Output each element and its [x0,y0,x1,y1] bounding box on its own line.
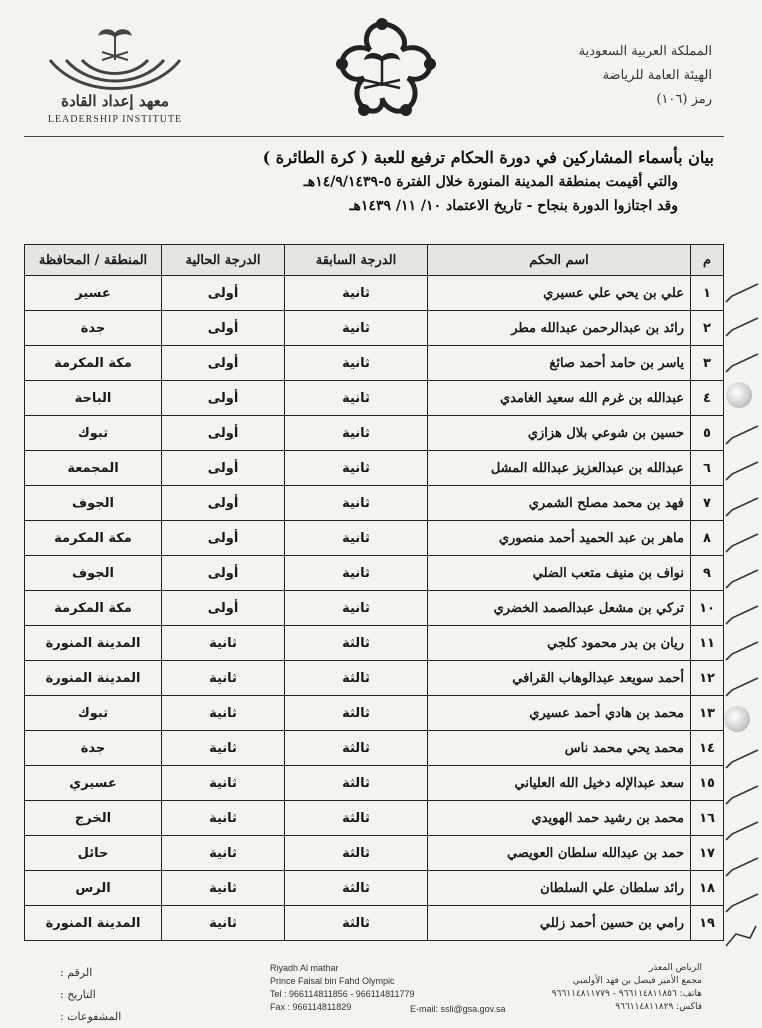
table-row [25,696,724,731]
referee-name: فهد بن محمد مصلح الشمري [428,486,691,521]
region: مكة المكرمة [25,346,162,381]
header-divider [24,136,724,137]
table-row [25,591,724,626]
current-grade: ثانية [162,836,285,871]
authority-emblem-icon [318,14,446,130]
footer-line: Tel : 966114811856 - 966114811779 [270,989,415,999]
row-number: ٣ [691,346,724,381]
previous-grade: ثالثة [285,661,428,696]
current-grade: ثانية [162,906,285,941]
referee-name: رائد بن عبدالرحمن عبدالله مطر [428,311,691,346]
referee-name: حمد بن عبدالله سلطان العويصي [428,836,691,871]
punch-hole [726,382,752,408]
referee-name: محمد يحي محمد ناس [428,731,691,766]
referee-name: ياسر بن حامد أحمد صائغ [428,346,691,381]
current-grade: أولى [162,416,285,451]
table-row [25,381,724,416]
previous-grade: ثانية [285,486,428,521]
row-number: ٦ [691,451,724,486]
table-row [25,906,724,941]
table-row [25,346,724,381]
current-grade: أولى [162,556,285,591]
footer-line: هاتف: ٩٦٦١١٤٨١١٨٥٦ - ٩٦٦١١٤٨١١٧٧٩ [551,989,702,999]
footer-address-english [270,962,430,1014]
row-number: ١٤ [691,731,724,766]
table-row [25,731,724,766]
region: المدينة المنورة [25,626,162,661]
issuer-line: الهيئة العامة للرياضة [602,68,712,83]
row-number: ١٠ [691,591,724,626]
footer-label-number: الرقم : [60,966,93,979]
previous-grade: ثانية [285,556,428,591]
previous-grade: ثانية [285,591,428,626]
issuer-line: المملكة العربية السعودية [578,44,712,59]
table-row [25,486,724,521]
region: الجوف [25,486,162,521]
referee-name: عبدالله بن عبدالعزيز عبدالله المشل [428,451,691,486]
table-row [25,836,724,871]
document-titles [154,146,714,218]
referee-name: رامي بن حسين أحمد زللي [428,906,691,941]
row-number: ٤ [691,381,724,416]
previous-grade: ثالثة [285,696,428,731]
referee-name: علي بن يحي علي عسيري [428,276,691,311]
current-grade: أولى [162,451,285,486]
referee-name: رائد سلطان علي السلطان [428,871,691,906]
header-name: اسم الحكم [428,245,691,276]
referee-name: ماهر بن عبد الحميد أحمد منصوري [428,521,691,556]
row-number: ١ [691,276,724,311]
row-number: ٨ [691,521,724,556]
previous-grade: ثانية [285,521,428,556]
footer-line: Riyadh Al mathar [270,963,339,973]
table-row [25,871,724,906]
footer-reference-labels [60,962,220,1028]
previous-grade: ثالثة [285,906,428,941]
footer-line: مجمع الأمير فيصل بن فهد الأولمبي [572,976,702,986]
current-grade: أولى [162,311,285,346]
header-prev-grade: الدرجة السابقة [285,245,428,276]
previous-grade: ثالثة [285,626,428,661]
check-marks-icon [720,270,762,990]
current-grade: ثانية [162,766,285,801]
region: الجوف [25,556,162,591]
issuer-block [512,40,712,112]
previous-grade: ثانية [285,276,428,311]
punch-hole [724,706,750,732]
region: المجمعة [25,451,162,486]
previous-grade: ثانية [285,416,428,451]
current-grade: ثانية [162,871,285,906]
header-no: م [691,245,724,276]
row-number: ١٩ [691,906,724,941]
region: الباحة [25,381,162,416]
table-row [25,556,724,591]
footer-email: E-mail: ssli@gsa.gov.sa [410,1004,506,1014]
issuer-code: رمز (١٠٦) [656,92,712,107]
previous-grade: ثالثة [285,836,428,871]
row-number: ١١ [691,626,724,661]
table-row [25,521,724,556]
region: حائل [25,836,162,871]
row-number: ١٣ [691,696,724,731]
row-number: ٥ [691,416,724,451]
institute-name-arabic: معهد إعداد القادة [61,92,169,110]
row-number: ٩ [691,556,724,591]
previous-grade: ثانية [285,311,428,346]
referee-name: محمد بن رشيد حمد الهويدي [428,801,691,836]
previous-grade: ثانية [285,346,428,381]
previous-grade: ثالثة [285,871,428,906]
previous-grade: ثالثة [285,801,428,836]
referee-name: عبدالله بن غرم الله سعيد الغامدي [428,381,691,416]
institute-name-english: LEADERSHIP INSTITUTE [47,114,183,125]
referee-name: محمد بن هادي أحمد عسيري [428,696,691,731]
footer-address-arabic [472,962,702,1014]
row-number: ١٦ [691,801,724,836]
table-row [25,276,724,311]
header-current-grade: الدرجة الحالية [162,245,285,276]
table-header-row [25,245,724,276]
table-row [25,416,724,451]
region: جدة [25,731,162,766]
referee-name: أحمد سويعد عبدالوهاب القرافي [428,661,691,696]
current-grade: ثانية [162,731,285,766]
region: تبوك [25,696,162,731]
current-grade: ثانية [162,801,285,836]
current-grade: أولى [162,521,285,556]
region: عسيري [25,766,162,801]
current-grade: ثانية [162,626,285,661]
row-number: ١٨ [691,871,724,906]
referee-name: نواف بن منيف متعب الضلي [428,556,691,591]
referee-name: تركي بن مشعل عبدالصمد الخضري [428,591,691,626]
previous-grade: ثالثة [285,766,428,801]
table-row [25,766,724,801]
referees-table [24,244,724,941]
row-number: ١٥ [691,766,724,801]
region: مكة المكرمة [25,521,162,556]
footer-line: الرياض المعذر [648,963,702,973]
current-grade: أولى [162,381,285,416]
current-grade: أولى [162,591,285,626]
region: مكة المكرمة [25,591,162,626]
referee-name: ريان بن بدر محمود كلجي [428,626,691,661]
table-row [25,451,724,486]
footer-label-attachments: المشفوعات : [60,1010,122,1023]
region: الرس [25,871,162,906]
region: عسير [25,276,162,311]
previous-grade: ثالثة [285,731,428,766]
region: المدينة المنورة [25,661,162,696]
footer-line: Prince Faisal bin Fahd Olympic [270,976,395,986]
document-subtitle-venue: والتي أقيمت بمنطقة المدينة المنورة خلال الفترة ٥-١٤/٩/١٤٣٩هـ [303,174,678,190]
footer-line: فاكس: ٩٦٦١١٤٨١١٨٢٩ [615,1002,702,1012]
document-title: بيان بأسماء المشاركين في دورة الحكام ترفيع للعبة ( كرة الطائرة ) [262,148,714,167]
current-grade: ثانية [162,696,285,731]
region: جدة [25,311,162,346]
row-number: ٢ [691,311,724,346]
row-number: ١٢ [691,661,724,696]
referee-name: سعد عبدالإله دخيل الله العلياني [428,766,691,801]
table-row [25,311,724,346]
row-number: ٧ [691,486,724,521]
table-row [25,661,724,696]
previous-grade: ثانية [285,381,428,416]
region: المدينة المنورة [25,906,162,941]
table-row [25,801,724,836]
region: تبوك [25,416,162,451]
previous-grade: ثانية [285,451,428,486]
document-subtitle-approval: وقد اجتازوا الدورة بنجاح - تاريخ الاعتماد ١٠/ ١١/ ١٤٣٩هـ [349,198,678,214]
current-grade: ثانية [162,661,285,696]
region: الخرج [25,801,162,836]
table-row [25,626,724,661]
referee-name: حسين بن شوعي بلال هزازي [428,416,691,451]
header-region: المنطقة / المحافظة [25,245,162,276]
footer-line: Fax : 966114811829 [270,1002,352,1012]
footer-label-date: التاريخ : [60,988,96,1001]
margin-marks [720,270,762,990]
current-grade: أولى [162,486,285,521]
current-grade: أولى [162,346,285,381]
row-number: ١٧ [691,836,724,871]
current-grade: أولى [162,276,285,311]
